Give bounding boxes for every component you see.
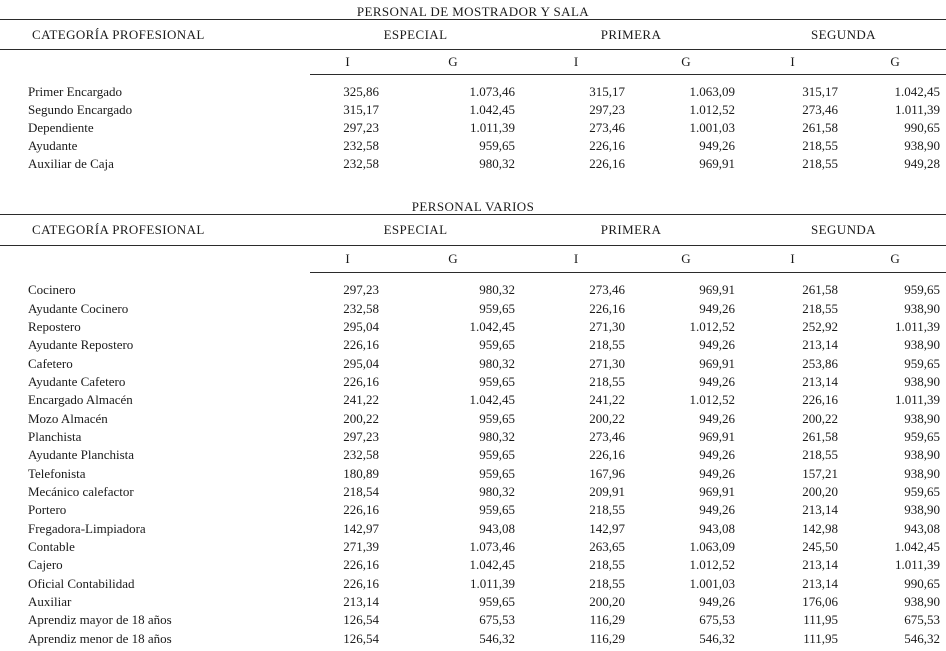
value-cell: 949,26 bbox=[699, 300, 735, 316]
value-cell: 1.011,39 bbox=[894, 557, 941, 573]
value-cell: 943,08 bbox=[699, 520, 735, 536]
value-cell: 218,55 bbox=[802, 138, 838, 153]
value-cell: 213,14 bbox=[802, 575, 838, 591]
value-cell: 675,53 bbox=[904, 612, 941, 628]
value-cell: 213,14 bbox=[802, 373, 838, 389]
value-cell: 200,22 bbox=[343, 410, 379, 426]
value-cell: 213,14 bbox=[343, 594, 379, 610]
header-row-groups bbox=[0, 20, 946, 50]
table-row bbox=[0, 318, 946, 336]
empty-header-cell bbox=[0, 50, 310, 75]
value-cell: 546,32 bbox=[479, 630, 515, 646]
value-cell: 226,16 bbox=[802, 392, 838, 408]
category-cell: Ayudante Cafetero bbox=[28, 373, 126, 389]
value-cell: 980,32 bbox=[479, 355, 515, 371]
value-cell: 1.063,09 bbox=[689, 84, 735, 99]
value-cell: 218,55 bbox=[589, 575, 625, 591]
value-cell: 157,21 bbox=[802, 465, 838, 481]
value-cell: 1.073,46 bbox=[469, 84, 515, 99]
category-cell: Ayudante bbox=[28, 138, 78, 153]
value-cell: 218,54 bbox=[343, 483, 379, 499]
category-cell: Aprendiz menor de 18 años bbox=[28, 630, 172, 646]
value-cell: 980,32 bbox=[479, 282, 515, 298]
value-cell: 949,26 bbox=[699, 447, 735, 463]
table-row bbox=[0, 354, 946, 372]
value-cell: 938,90 bbox=[904, 502, 941, 518]
value-cell: 1.042,45 bbox=[894, 538, 941, 554]
table-row bbox=[0, 593, 946, 611]
value-cell: 111,95 bbox=[803, 630, 838, 646]
value-cell: 232,58 bbox=[343, 447, 379, 463]
table-body bbox=[0, 273, 946, 648]
category-cell: Auxiliar de Caja bbox=[28, 156, 114, 171]
value-cell: 949,26 bbox=[699, 465, 735, 481]
value-cell: 226,16 bbox=[343, 373, 379, 389]
category-cell: Cajero bbox=[28, 557, 63, 573]
value-cell: 1.042,45 bbox=[469, 392, 515, 408]
subcol-header-segunda-i: I bbox=[741, 246, 844, 273]
category-cell: Primer Encargado bbox=[28, 83, 122, 99]
value-cell: 949,26 bbox=[699, 337, 735, 353]
table-row bbox=[0, 391, 946, 409]
category-cell: Encargado Almacén bbox=[28, 392, 133, 408]
salary-table-varios bbox=[0, 215, 946, 648]
value-cell: 218,55 bbox=[802, 156, 838, 171]
value-cell: 315,17 bbox=[802, 84, 838, 99]
value-cell: 959,65 bbox=[904, 483, 941, 499]
value-cell: 245,50 bbox=[802, 538, 838, 554]
table-section-personal-varios bbox=[0, 173, 946, 648]
subcol-header-primera-g: G bbox=[631, 246, 741, 273]
value-cell: 1.011,39 bbox=[894, 318, 941, 334]
value-cell: 297,23 bbox=[343, 120, 379, 135]
value-cell: 969,91 bbox=[699, 282, 735, 298]
subcol-header-primera-g: G bbox=[631, 50, 741, 75]
value-cell: 218,55 bbox=[802, 300, 838, 316]
value-cell: 273,46 bbox=[589, 428, 625, 444]
value-cell: 213,14 bbox=[802, 502, 838, 518]
value-cell: 142,97 bbox=[343, 520, 379, 536]
category-cell: Telefonista bbox=[28, 465, 86, 481]
value-cell: 959,65 bbox=[479, 410, 515, 426]
subcol-header-especial-g: G bbox=[385, 246, 521, 273]
value-cell: 1.063,09 bbox=[689, 538, 735, 554]
value-cell: 261,58 bbox=[802, 428, 838, 444]
category-cell: Repostero bbox=[28, 318, 81, 334]
value-cell: 938,90 bbox=[904, 373, 941, 389]
value-cell: 209,91 bbox=[589, 483, 625, 499]
value-cell: 167,96 bbox=[589, 465, 625, 481]
value-cell: 1.011,39 bbox=[894, 102, 941, 117]
header-row-subcolumns bbox=[0, 50, 946, 75]
table-row bbox=[0, 373, 946, 391]
value-cell: 111,95 bbox=[803, 612, 838, 628]
value-cell: 938,90 bbox=[904, 337, 941, 353]
value-cell: 980,32 bbox=[479, 428, 515, 444]
category-cell: Ayudante Repostero bbox=[28, 337, 134, 353]
value-cell: 315,17 bbox=[343, 102, 379, 117]
table-row bbox=[0, 519, 946, 537]
value-cell: 261,58 bbox=[802, 282, 838, 298]
table-row bbox=[0, 630, 946, 648]
value-cell: 253,86 bbox=[802, 355, 838, 371]
value-cell: 1.011,39 bbox=[894, 392, 941, 408]
value-cell: 252,92 bbox=[802, 318, 838, 334]
value-cell: 938,90 bbox=[904, 138, 941, 153]
value-cell: 218,55 bbox=[589, 557, 625, 573]
value-cell: 200,22 bbox=[589, 410, 625, 426]
value-cell: 969,91 bbox=[699, 156, 735, 171]
table-row bbox=[0, 556, 946, 574]
value-cell: 176,06 bbox=[802, 594, 838, 610]
value-cell: 180,89 bbox=[343, 465, 379, 481]
value-cell: 142,98 bbox=[802, 520, 838, 536]
value-cell: 232,58 bbox=[343, 138, 379, 153]
value-cell: 226,16 bbox=[589, 138, 625, 153]
category-cell: Aprendiz mayor de 18 años bbox=[28, 612, 172, 628]
value-cell: 226,16 bbox=[343, 337, 379, 353]
value-cell: 273,46 bbox=[589, 282, 625, 298]
value-cell: 938,90 bbox=[904, 594, 941, 610]
value-cell: 959,65 bbox=[904, 355, 941, 371]
value-cell: 1.011,39 bbox=[469, 575, 515, 591]
value-cell: 1.012,52 bbox=[689, 557, 735, 573]
value-cell: 980,32 bbox=[479, 483, 515, 499]
table-row bbox=[0, 428, 946, 446]
value-cell: 116,29 bbox=[589, 612, 625, 628]
value-cell: 126,54 bbox=[343, 612, 379, 628]
value-cell: 232,58 bbox=[343, 300, 379, 316]
value-cell: 297,23 bbox=[589, 102, 625, 117]
value-cell: 959,65 bbox=[479, 300, 515, 316]
value-cell: 959,65 bbox=[479, 337, 515, 353]
table-row bbox=[0, 155, 946, 173]
value-cell: 949,26 bbox=[699, 502, 735, 518]
value-cell: 218,55 bbox=[589, 337, 625, 353]
value-cell: 938,90 bbox=[904, 300, 941, 316]
value-cell: 1.042,45 bbox=[469, 318, 515, 334]
value-cell: 1.012,52 bbox=[689, 392, 735, 408]
value-cell: 1.073,46 bbox=[469, 538, 515, 554]
subcol-header-segunda-g: G bbox=[844, 50, 946, 75]
value-cell: 959,65 bbox=[479, 465, 515, 481]
category-cell: Planchista bbox=[28, 428, 82, 444]
table-row bbox=[0, 501, 946, 519]
table-body bbox=[0, 75, 946, 174]
value-cell: 325,86 bbox=[343, 84, 379, 99]
category-cell: Auxiliar bbox=[28, 594, 72, 610]
value-cell: 546,32 bbox=[699, 630, 735, 646]
value-cell: 949,26 bbox=[699, 373, 735, 389]
value-cell: 969,91 bbox=[699, 483, 735, 499]
category-cell: Cocinero bbox=[28, 281, 76, 297]
category-column-header: CATEGORÍA PROFESIONAL bbox=[0, 20, 310, 50]
value-cell: 200,20 bbox=[589, 594, 625, 610]
value-cell: 990,65 bbox=[904, 120, 941, 135]
value-cell: 990,65 bbox=[904, 575, 941, 591]
category-cell: Ayudante Planchista bbox=[28, 447, 135, 463]
category-cell: Dependiente bbox=[28, 120, 94, 135]
value-cell: 273,46 bbox=[802, 102, 838, 117]
value-cell: 980,32 bbox=[479, 156, 515, 171]
group-header-especial: ESPECIAL bbox=[310, 215, 521, 246]
table-row bbox=[0, 483, 946, 501]
header-row-groups bbox=[0, 215, 946, 246]
group-header-primera: PRIMERA bbox=[521, 215, 741, 246]
value-cell: 959,65 bbox=[904, 428, 941, 444]
value-cell: 1.001,03 bbox=[689, 575, 735, 591]
value-cell: 226,16 bbox=[589, 300, 625, 316]
value-cell: 1.042,45 bbox=[469, 557, 515, 573]
value-cell: 938,90 bbox=[904, 410, 941, 426]
table-header bbox=[0, 20, 946, 75]
value-cell: 675,53 bbox=[699, 612, 735, 628]
subcol-header-especial-g: G bbox=[385, 50, 521, 75]
value-cell: 295,04 bbox=[343, 355, 379, 371]
value-cell: 1.042,45 bbox=[469, 102, 515, 117]
value-cell: 241,22 bbox=[589, 392, 625, 408]
value-cell: 271,30 bbox=[589, 355, 625, 371]
value-cell: 213,14 bbox=[802, 557, 838, 573]
table-row bbox=[0, 299, 946, 317]
value-cell: 959,65 bbox=[479, 138, 515, 153]
value-cell: 226,16 bbox=[343, 502, 379, 518]
value-cell: 226,16 bbox=[343, 575, 379, 591]
table-row bbox=[0, 464, 946, 482]
value-cell: 959,65 bbox=[479, 502, 515, 518]
value-cell: 116,29 bbox=[589, 630, 625, 646]
value-cell: 959,65 bbox=[479, 594, 515, 610]
salary-table-mostrador bbox=[0, 20, 946, 173]
value-cell: 297,23 bbox=[343, 428, 379, 444]
table-row bbox=[0, 75, 946, 102]
group-header-segunda: SEGUNDA bbox=[741, 20, 946, 50]
value-cell: 273,46 bbox=[589, 120, 625, 135]
value-cell: 1.001,03 bbox=[689, 120, 735, 135]
value-cell: 938,90 bbox=[904, 447, 941, 463]
value-cell: 969,91 bbox=[699, 428, 735, 444]
value-cell: 271,30 bbox=[589, 318, 625, 334]
table-row bbox=[0, 538, 946, 556]
value-cell: 297,23 bbox=[343, 282, 379, 298]
table-row bbox=[0, 409, 946, 427]
value-cell: 949,28 bbox=[904, 156, 941, 171]
category-cell: Mozo Almacén bbox=[28, 410, 108, 426]
value-cell: 295,04 bbox=[343, 318, 379, 334]
value-cell: 241,22 bbox=[343, 392, 379, 408]
value-cell: 226,16 bbox=[343, 557, 379, 573]
group-header-especial: ESPECIAL bbox=[310, 20, 521, 50]
value-cell: 263,65 bbox=[589, 538, 625, 554]
value-cell: 1.012,52 bbox=[689, 318, 735, 334]
value-cell: 200,20 bbox=[802, 483, 838, 499]
table-row bbox=[0, 446, 946, 464]
value-cell: 213,14 bbox=[802, 337, 838, 353]
subcol-header-segunda-i: I bbox=[741, 50, 844, 75]
value-cell: 218,55 bbox=[589, 373, 625, 389]
table-section-mostrador-y-sala bbox=[0, 0, 946, 173]
category-cell: Oficial Contabilidad bbox=[28, 575, 135, 591]
subcol-header-segunda-g: G bbox=[844, 246, 946, 273]
value-cell: 938,90 bbox=[904, 465, 941, 481]
table-row bbox=[0, 119, 946, 137]
header-row-subcolumns bbox=[0, 246, 946, 273]
group-header-primera: PRIMERA bbox=[521, 20, 741, 50]
category-column-header: CATEGORÍA PROFESIONAL bbox=[0, 215, 310, 246]
table-header bbox=[0, 215, 946, 273]
value-cell: 142,97 bbox=[589, 520, 625, 536]
table-row bbox=[0, 137, 946, 155]
category-cell: Mecánico calefactor bbox=[28, 483, 134, 499]
value-cell: 959,65 bbox=[479, 373, 515, 389]
value-cell: 271,39 bbox=[343, 538, 379, 554]
value-cell: 949,26 bbox=[699, 594, 735, 610]
subcol-header-primera-i: I bbox=[521, 50, 631, 75]
value-cell: 675,53 bbox=[479, 612, 515, 628]
value-cell: 969,91 bbox=[699, 355, 735, 371]
table-row bbox=[0, 575, 946, 593]
category-cell: Ayudante Cocinero bbox=[28, 300, 129, 316]
value-cell: 949,26 bbox=[699, 138, 735, 153]
subcol-header-especial-i: I bbox=[310, 246, 385, 273]
subcol-header-primera-i: I bbox=[521, 246, 631, 273]
value-cell: 200,22 bbox=[802, 410, 838, 426]
group-header-segunda: SEGUNDA bbox=[741, 215, 946, 246]
value-cell: 959,65 bbox=[904, 282, 941, 298]
value-cell: 943,08 bbox=[904, 520, 941, 536]
value-cell: 261,58 bbox=[802, 120, 838, 135]
table-title: PERSONAL VARIOS bbox=[411, 199, 535, 214]
table-row bbox=[0, 336, 946, 354]
value-cell: 226,16 bbox=[589, 156, 625, 171]
value-cell: 226,16 bbox=[589, 447, 625, 463]
value-cell: 959,65 bbox=[479, 447, 515, 463]
table-title: PERSONAL DE MOSTRADOR Y SALA bbox=[356, 4, 590, 19]
value-cell: 943,08 bbox=[479, 520, 515, 536]
value-cell: 315,17 bbox=[589, 84, 625, 99]
value-cell: 1.011,39 bbox=[469, 120, 515, 135]
value-cell: 218,55 bbox=[802, 447, 838, 463]
value-cell: 546,32 bbox=[904, 630, 941, 646]
value-cell: 949,26 bbox=[699, 410, 735, 426]
category-cell: Segundo Encargado bbox=[28, 102, 133, 117]
category-cell: Contable bbox=[28, 538, 75, 554]
subcol-header-especial-i: I bbox=[310, 50, 385, 75]
category-cell: Fregadora-Limpiadora bbox=[28, 520, 146, 536]
table-row bbox=[0, 611, 946, 629]
category-cell: Cafetero bbox=[28, 355, 73, 371]
value-cell: 126,54 bbox=[343, 630, 379, 646]
table-row bbox=[0, 101, 946, 119]
empty-header-cell bbox=[0, 246, 310, 273]
category-cell: Portero bbox=[28, 502, 67, 518]
value-cell: 218,55 bbox=[589, 502, 625, 518]
value-cell: 1.012,52 bbox=[689, 102, 735, 117]
table-row bbox=[0, 273, 946, 300]
value-cell: 1.042,45 bbox=[894, 84, 941, 99]
value-cell: 232,58 bbox=[343, 156, 379, 171]
